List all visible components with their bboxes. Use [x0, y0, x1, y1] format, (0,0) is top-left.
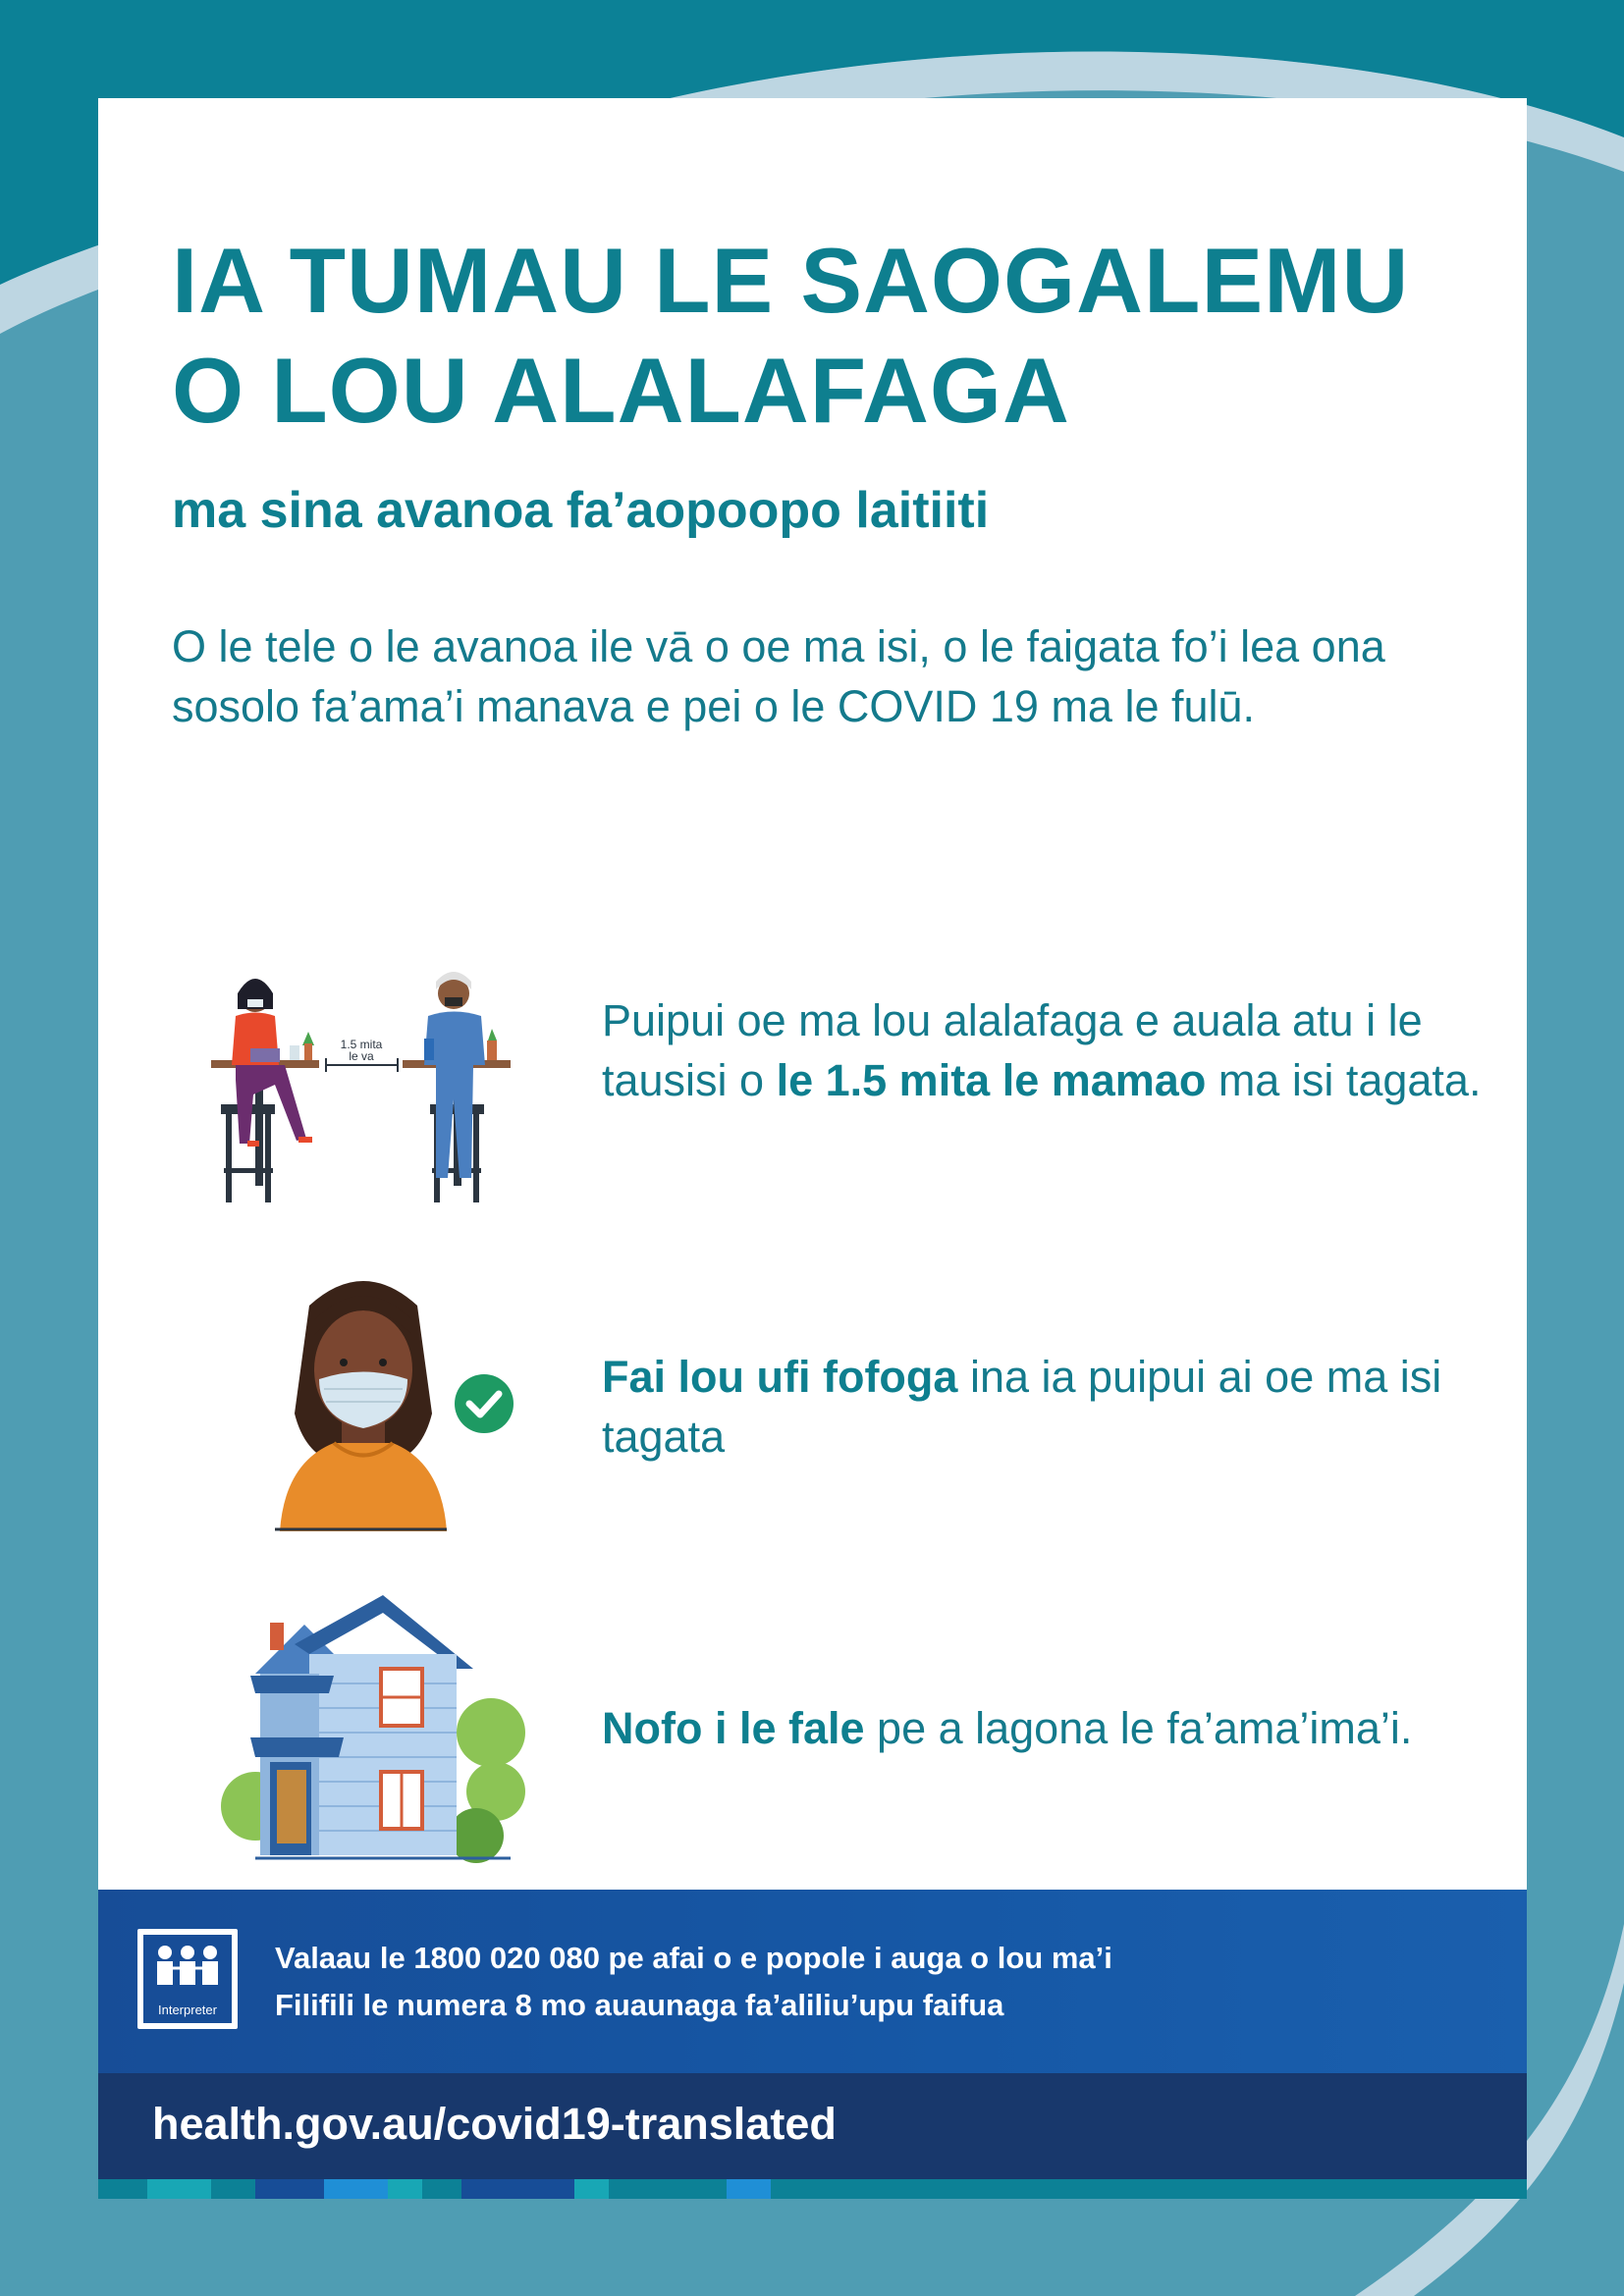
poster-card — [98, 98, 1527, 2199]
interpreter-band — [98, 1890, 1527, 2073]
intro-paragraph: O le tele o le avanoa ile vā o oe ma isi, o le faigata fo’i lea ona sosolo fa’ama’i manava e pei o le COVID 19 ma le fulū. — [172, 621, 1385, 731]
interpreter-label: Interpreter — [158, 2002, 217, 2017]
distancing-emphasis: le 1.5 mita le mamao — [776, 1055, 1207, 1105]
stay-home-text: Nofo i le fale pe a lagona le fa’ama’ima’i. — [602, 1703, 1413, 1753]
decorative-stripe — [98, 2179, 1527, 2199]
distance-label-2: le va — [349, 1049, 374, 1063]
title-line-2: O LOU ALALAFAGA — [172, 339, 1070, 442]
distancing-text: Puipui oe ma lou alalafaga e auala atu i le tausisi o le 1.5 mita le mamao ma isi tagata. — [602, 995, 1482, 1105]
mask-text: Fai lou ufi fofoga ina ia puipui ai oe ma isi tagata — [602, 1352, 1442, 1462]
house-illustration — [216, 1595, 530, 1865]
website-link[interactable]: health.gov.au/covid19-translated — [152, 2099, 837, 2149]
check-icon — [455, 1374, 514, 1433]
helpline-text — [275, 1935, 1112, 2029]
poster-title — [172, 226, 1409, 446]
mask-emphasis: Fai lou ufi fofoga — [602, 1352, 958, 1402]
url-band — [98, 2073, 1527, 2179]
distance-label-1: 1.5 mita — [340, 1038, 383, 1051]
title-line-1: IA TUMAU LE SAOGALEMU — [172, 229, 1410, 332]
interpreter-icon — [137, 1929, 238, 2029]
woman-face-mask-illustration — [275, 1266, 530, 1531]
helpline-line-1: Valaau le 1800 020 080 pe afai o e popole i auga o lou ma’i — [275, 1941, 1112, 1975]
poster-subtitle: ma sina avanoa fa’aopoopo laitiiti — [172, 482, 990, 539]
stay-home-emphasis: Nofo i le fale — [602, 1703, 865, 1753]
distancing-cafe-illustration — [196, 883, 530, 1207]
helpline-line-2: Filifili le numera 8 mo auaunaga fa’aliliu’upu faifua — [275, 1988, 1004, 2022]
